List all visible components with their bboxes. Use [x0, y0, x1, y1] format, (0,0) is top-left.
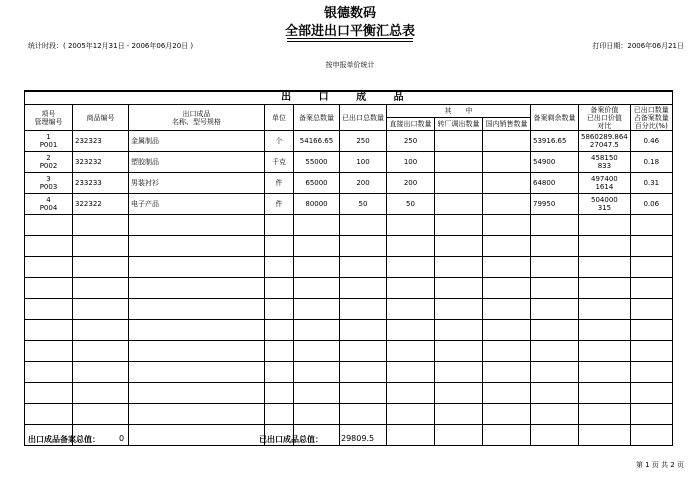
cell-direct-export: [387, 404, 435, 425]
cell-domestic-sales: [483, 152, 531, 173]
col-header-remaining-qty: 备案剩余数量: [531, 105, 579, 131]
cell-exported-qty: [340, 257, 387, 278]
table-row: [25, 383, 673, 404]
cell-exported-qty: 50: [340, 194, 387, 215]
cell-value-compare: [579, 215, 631, 236]
table-row: [25, 152, 673, 173]
cell-transfer-out: [435, 383, 483, 404]
col-header-ratio: 已出口数量 占备案数量 百分比(%): [630, 105, 672, 131]
cell-domestic-sales: [483, 362, 531, 383]
cell-product-name: 男装衬衫: [129, 173, 265, 194]
cell-item-no: 4 P004: [25, 194, 73, 215]
col-header-value-compare: 备案价值 已出口价值 对比: [579, 105, 631, 131]
cell-record-qty: [294, 404, 340, 425]
cell-remaining-qty: 79950: [531, 194, 579, 215]
cell-unit: [265, 383, 294, 404]
col-header-transfer-out: 转厂调出数量: [435, 118, 483, 131]
cell-transfer-out: [435, 152, 483, 173]
title-underline: [287, 38, 413, 39]
col-header-group: 其 中: [387, 105, 531, 118]
col-header-name-spec: 出口成品 名称、型号规格: [129, 105, 265, 131]
cell-product-name: [129, 236, 265, 257]
table-row: [25, 257, 673, 278]
exported-total-value: 29809.5: [341, 434, 375, 443]
table-row: [25, 278, 673, 299]
cell-product-name: [129, 404, 265, 425]
cell-remaining-qty: [531, 257, 579, 278]
cell-ratio: [630, 299, 672, 320]
cell-item-no: 1 P001: [25, 131, 73, 152]
cell-exported-qty: [340, 299, 387, 320]
exported-total-label: 已出口成品总值：: [259, 435, 323, 444]
cell-transfer-out: [435, 320, 483, 341]
cell-domestic-sales: [483, 425, 531, 446]
cell-product-code: [73, 362, 129, 383]
cell-item-no: [25, 362, 73, 383]
cell-unit: [265, 404, 294, 425]
cell-ratio: [630, 362, 672, 383]
title-underline-double: [287, 41, 413, 42]
cell-value-compare: 497400 1614: [579, 173, 631, 194]
cell-transfer-out: [435, 278, 483, 299]
cell-record-qty: [294, 341, 340, 362]
cell-unit: [265, 257, 294, 278]
col-header-domestic-sales: 国内销售数量: [483, 118, 531, 131]
cell-domestic-sales: [483, 215, 531, 236]
cell-domestic-sales: [483, 320, 531, 341]
cell-transfer-out: [435, 236, 483, 257]
cell-product-code: 322322: [73, 194, 129, 215]
table-row: [25, 362, 673, 383]
cell-item-no: [25, 236, 73, 257]
col-header-direct-export: 直接出口数量: [387, 118, 435, 131]
table-row: [25, 299, 673, 320]
cell-direct-export: [387, 236, 435, 257]
cell-value-compare: [579, 278, 631, 299]
cell-record-qty: [294, 278, 340, 299]
cell-item-no: [25, 341, 73, 362]
cell-record-qty: [294, 215, 340, 236]
company-name: 银德数码: [323, 6, 376, 21]
cell-exported-qty: [340, 404, 387, 425]
cell-domestic-sales: [483, 131, 531, 152]
cell-product-name: [129, 320, 265, 341]
cell-exported-qty: [340, 320, 387, 341]
cell-item-no: [25, 278, 73, 299]
cell-direct-export: 200: [387, 173, 435, 194]
cell-record-qty: [294, 257, 340, 278]
cell-transfer-out: [435, 404, 483, 425]
cell-unit: 件: [265, 194, 294, 215]
table-body: [25, 131, 673, 446]
table-row: [25, 215, 673, 236]
cell-product-code: [73, 320, 129, 341]
cell-remaining-qty: [531, 404, 579, 425]
cell-value-compare: [579, 404, 631, 425]
cell-ratio: 0.46: [630, 131, 672, 152]
column-header-row: [25, 105, 673, 118]
cell-product-code: [73, 236, 129, 257]
cell-remaining-qty: [531, 425, 579, 446]
cell-value-compare: [579, 320, 631, 341]
cell-value-compare: [579, 425, 631, 446]
report-subtitle: 按申报单价统计: [325, 61, 375, 69]
cell-exported-qty: [340, 341, 387, 362]
cell-remaining-qty: [531, 320, 579, 341]
cell-ratio: [630, 404, 672, 425]
print-date-value: 2006年06月21日: [627, 42, 684, 50]
cell-product-name: [129, 278, 265, 299]
cell-exported-qty: 100: [340, 152, 387, 173]
cell-product-code: [73, 278, 129, 299]
cell-product-code: 323232: [73, 152, 129, 173]
cell-product-code: [73, 404, 129, 425]
cell-domestic-sales: [483, 383, 531, 404]
record-total-value: 0: [119, 434, 125, 443]
table-row: [25, 236, 673, 257]
cell-record-qty: 65000: [294, 173, 340, 194]
cell-value-compare: [579, 299, 631, 320]
cell-ratio: [630, 257, 672, 278]
table-row: [25, 320, 673, 341]
cell-record-qty: 55000: [294, 152, 340, 173]
cell-item-no: 2 P002: [25, 152, 73, 173]
cell-exported-qty: [340, 383, 387, 404]
table-row: [25, 404, 673, 425]
cell-direct-export: 50: [387, 194, 435, 215]
cell-direct-export: [387, 257, 435, 278]
cell-domestic-sales: [483, 257, 531, 278]
cell-domestic-sales: [483, 236, 531, 257]
cell-value-compare: [579, 257, 631, 278]
cell-ratio: 0.31: [630, 173, 672, 194]
cell-value-compare: [579, 236, 631, 257]
col-header-unit: 单位: [265, 105, 294, 131]
cell-product-name: [129, 341, 265, 362]
cell-direct-export: 250: [387, 131, 435, 152]
report-title: 全部进出口平衡汇总表: [284, 24, 415, 39]
col-header-record-qty: 备案总数量: [294, 105, 340, 131]
print-date-label: 打印日期：: [592, 42, 628, 50]
cell-direct-export: [387, 362, 435, 383]
cell-remaining-qty: [531, 362, 579, 383]
section-header-row: [25, 91, 673, 105]
cell-direct-export: 100: [387, 152, 435, 173]
cell-value-compare: [579, 383, 631, 404]
cell-transfer-out: [435, 173, 483, 194]
cell-ratio: [630, 215, 672, 236]
table-row: [25, 341, 673, 362]
cell-product-code: [73, 341, 129, 362]
cell-ratio: 0.18: [630, 152, 672, 173]
cell-unit: [265, 341, 294, 362]
cell-domestic-sales: [483, 341, 531, 362]
cell-domestic-sales: [483, 194, 531, 215]
cell-item-no: [25, 257, 73, 278]
cell-item-no: 3 P003: [25, 173, 73, 194]
cell-remaining-qty: [531, 215, 579, 236]
cell-product-code: [73, 215, 129, 236]
cell-record-qty: [294, 320, 340, 341]
col-header-item-no: 项号 管理编号: [25, 105, 73, 131]
cell-unit: [265, 299, 294, 320]
cell-product-name: [129, 383, 265, 404]
cell-exported-qty: 200: [340, 173, 387, 194]
cell-exported-qty: 250: [340, 131, 387, 152]
cell-item-no: [25, 404, 73, 425]
cell-product-name: [129, 362, 265, 383]
cell-transfer-out: [435, 341, 483, 362]
cell-transfer-out: [435, 299, 483, 320]
cell-transfer-out: [435, 131, 483, 152]
cell-product-name: [129, 299, 265, 320]
cell-product-name: 电子产品: [129, 194, 265, 215]
statistics-period: [28, 41, 193, 51]
cell-record-qty: 54166.65: [294, 131, 340, 152]
cell-product-code: 233233: [73, 173, 129, 194]
cell-direct-export: [387, 341, 435, 362]
cell-unit: [265, 236, 294, 257]
cell-remaining-qty: [531, 341, 579, 362]
cell-direct-export: [387, 383, 435, 404]
cell-transfer-out: [435, 257, 483, 278]
print-date: [592, 41, 684, 51]
cell-transfer-out: [435, 215, 483, 236]
cell-value-compare: 504000 315: [579, 194, 631, 215]
cell-remaining-qty: 53916.65: [531, 131, 579, 152]
cell-exported-qty: [340, 236, 387, 257]
cell-product-name: 塑胶制品: [129, 152, 265, 173]
col-header-product-code: 商品编号: [73, 105, 129, 131]
cell-direct-export: [387, 320, 435, 341]
period-label: 统计时段：: [28, 42, 63, 50]
cell-domestic-sales: [483, 278, 531, 299]
cell-unit: [265, 215, 294, 236]
section-title: 出 口 成 品: [25, 91, 673, 105]
table-row: [25, 173, 673, 194]
cell-transfer-out: [435, 362, 483, 383]
cell-ratio: [630, 425, 672, 446]
cell-remaining-qty: [531, 278, 579, 299]
cell-direct-export: [387, 299, 435, 320]
cell-ratio: [630, 320, 672, 341]
cell-product-code: [73, 383, 129, 404]
cell-product-name: [129, 257, 265, 278]
cell-product-name: 金属制品: [129, 131, 265, 152]
cell-unit: [265, 278, 294, 299]
table-row: [25, 194, 673, 215]
cell-product-code: [73, 257, 129, 278]
col-header-exported-qty: 已出口总数量: [340, 105, 387, 131]
cell-remaining-qty: [531, 236, 579, 257]
cell-exported-qty: [340, 215, 387, 236]
cell-domestic-sales: [483, 299, 531, 320]
cell-remaining-qty: 64800: [531, 173, 579, 194]
cell-unit: [265, 362, 294, 383]
cell-product-name: [129, 215, 265, 236]
cell-product-name: [129, 425, 265, 446]
cell-record-qty: 80000: [294, 194, 340, 215]
cell-record-qty: [294, 383, 340, 404]
cell-remaining-qty: [531, 383, 579, 404]
cell-unit: [265, 320, 294, 341]
cell-record-qty: [294, 362, 340, 383]
cell-item-no: [25, 299, 73, 320]
cell-domestic-sales: [483, 404, 531, 425]
cell-product-code: [73, 299, 129, 320]
page-indicator: 第 1 页 共 2 页: [635, 461, 684, 469]
cell-exported-qty: [340, 278, 387, 299]
cell-product-code: 232323: [73, 131, 129, 152]
export-summary-table: [24, 90, 673, 446]
cell-item-no: [25, 215, 73, 236]
cell-direct-export: [387, 278, 435, 299]
cell-ratio: [630, 278, 672, 299]
cell-ratio: [630, 341, 672, 362]
cell-value-compare: [579, 341, 631, 362]
cell-ratio: 0.06: [630, 194, 672, 215]
cell-value-compare: 5860289.864 27047.5: [579, 131, 631, 152]
cell-domestic-sales: [483, 173, 531, 194]
cell-value-compare: [579, 362, 631, 383]
cell-direct-export: [387, 215, 435, 236]
cell-item-no: [25, 320, 73, 341]
cell-exported-qty: [340, 362, 387, 383]
cell-record-qty: [294, 236, 340, 257]
cell-direct-export: [387, 425, 435, 446]
cell-unit: 件: [265, 173, 294, 194]
period-value: ( 2005年12月31日 - 2006年06月20日 ): [63, 42, 194, 50]
table-row: [25, 131, 673, 152]
cell-unit: 个: [265, 131, 294, 152]
cell-record-qty: [294, 299, 340, 320]
cell-value-compare: 458150 833: [579, 152, 631, 173]
cell-transfer-out: [435, 194, 483, 215]
cell-remaining-qty: [531, 299, 579, 320]
cell-unit: 千克: [265, 152, 294, 173]
cell-ratio: [630, 383, 672, 404]
cell-remaining-qty: 54900: [531, 152, 579, 173]
cell-transfer-out: [435, 425, 483, 446]
record-total-label: 出口成品备案总值：: [28, 435, 100, 444]
cell-ratio: [630, 236, 672, 257]
cell-item-no: [25, 383, 73, 404]
